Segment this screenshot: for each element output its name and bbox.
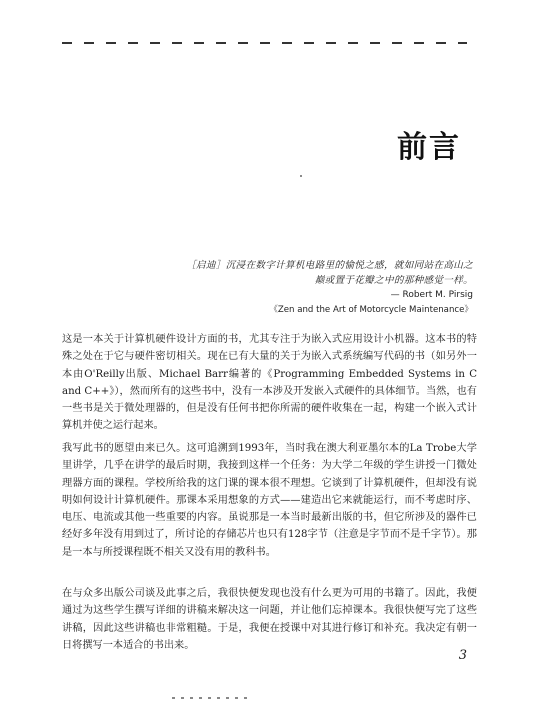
epigraph-quote-line-2: 巅或置于花瓣之中的那种感觉一样。 (314, 275, 473, 286)
chapter-title: 前言 (397, 130, 461, 165)
body-paragraph-3: 在与众多出版公司谈及此事之后，我很快便发现也没有什么更为可用的书籍了。因此，我便通过为这些学生撰写详细的讲稿来解决这一问题，并让他们忘掉课本。我很快便写完了这些讲稿，因此这些讲稿也非常粗糙。于是，我便在授课中对其进行修订和补充。我决定有朝一日将撰写一本适合的书出来。 (62, 588, 477, 651)
page-number: 3 (458, 648, 467, 663)
body-paragraph-2: 我写此书的愿望由来已久。这可追溯到1993年，当时我在澳大利亚墨尔本的La Trobe大学里讲学，几乎在讲学的最后时期，我接到这样一个任务：为大学二年级的学生讲授一门微处理器方面的课程。学校所给我的这门课的课本很不理想。它谈到了计算机硬件，但却没有说明如何设计计算机硬件。那课本采用想象的方式——建造出它来就能运行，而不考虑时序、电压、电流或其他一些重要的内容。虽说那是一本当时最新出版的书，但它所涉及的器件已经好多年没有用到过了，所讨论的存储芯片也只有128字节（注意是字节而不是千字节）。那是一本与所授课程既不相关又没有用的教科书。 (62, 443, 477, 558)
epigraph-author: — Robert M. Pirsig (390, 290, 473, 300)
header-dash-rule (62, 42, 467, 44)
epigraph-source: 《Zen and the Art of Motorcycle Maintenance》 (269, 305, 473, 315)
speck (300, 175, 302, 177)
body-paragraph-1: 这是一本关于计算机硬件设计方面的书，尤其专注于为嵌入式应用设计小机器。这本书的特殊之处在于它与硬件密切相关。现在已有大量的关于为嵌入式系统编写代码的书（如另外一本由O'Reilly出版、Michael Barr编著的《Programming Embedded Systems in C and C++》），然而所有的这些书中，没有一本涉及开发嵌入式硬件的具体细节。当然，也有一些书是关于微处理器的，但是没有任何书把你所需的硬件收集在一起，构建一个嵌入式计算机并使之运行起来。 (62, 334, 477, 432)
epigraph (153, 258, 473, 318)
scan-artifact (172, 697, 252, 699)
epigraph-quote-line-1: ［启迪］沉浸在数字计算机电路里的愉悦之感，就如同站在高山之 (186, 260, 473, 271)
